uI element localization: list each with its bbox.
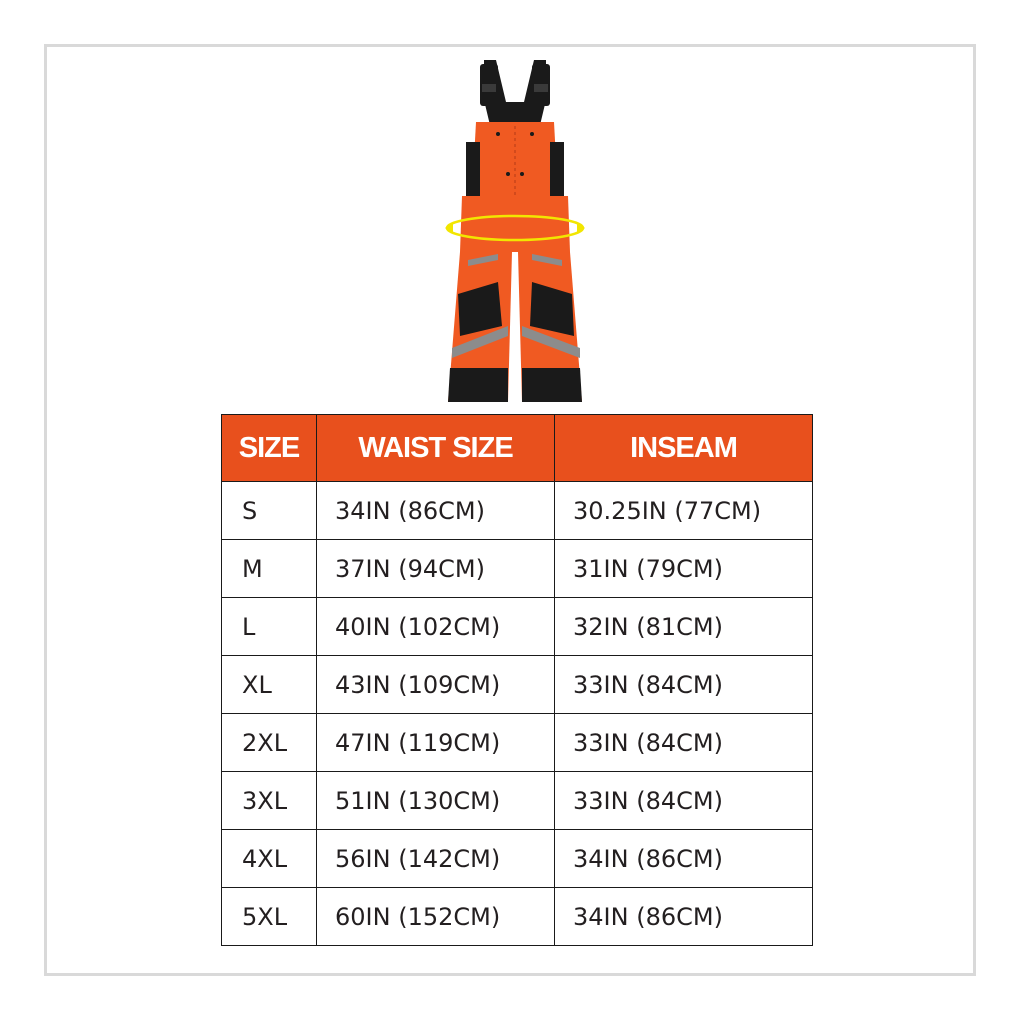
- size-cell: L: [222, 598, 317, 656]
- waist-cell: 37IN (94CM): [317, 540, 555, 598]
- size-cell: M: [222, 540, 317, 598]
- header-size: SIZE: [222, 415, 317, 482]
- waist-cell: 47IN (119CM): [317, 714, 555, 772]
- inseam-cell: 33IN (84CM): [555, 772, 813, 830]
- size-cell: XL: [222, 656, 317, 714]
- inseam-cell: 34IN (86CM): [555, 888, 813, 946]
- inseam-cell: 33IN (84CM): [555, 656, 813, 714]
- waist-cell: 56IN (142CM): [317, 830, 555, 888]
- header-waist-size: WAIST SIZE: [317, 415, 555, 482]
- table-row: [222, 598, 813, 656]
- table-row: [222, 714, 813, 772]
- header-inseam: INSEAM: [555, 415, 813, 482]
- size-cell: 3XL: [222, 772, 317, 830]
- size-cell: 4XL: [222, 830, 317, 888]
- table-header-row: [222, 415, 813, 482]
- table-row: [222, 888, 813, 946]
- table-row: [222, 772, 813, 830]
- size-chart-table: [221, 414, 813, 946]
- waist-cell: 60IN (152CM): [317, 888, 555, 946]
- waist-cell: 34IN (86CM): [317, 482, 555, 540]
- waist-cell: 40IN (102CM): [317, 598, 555, 656]
- size-cell: S: [222, 482, 317, 540]
- inseam-cell: 34IN (86CM): [555, 830, 813, 888]
- table-row: [222, 482, 813, 540]
- table-row: [222, 540, 813, 598]
- waist-cell: 51IN (130CM): [317, 772, 555, 830]
- inseam-cell: 33IN (84CM): [555, 714, 813, 772]
- inseam-cell: 30.25IN (77CM): [555, 482, 813, 540]
- size-cell: 5XL: [222, 888, 317, 946]
- bib-overalls-icon: [440, 56, 590, 402]
- inseam-cell: 31IN (79CM): [555, 540, 813, 598]
- waist-cell: 43IN (109CM): [317, 656, 555, 714]
- inseam-cell: 32IN (81CM): [555, 598, 813, 656]
- size-cell: 2XL: [222, 714, 317, 772]
- table-row: [222, 830, 813, 888]
- table-row: [222, 656, 813, 714]
